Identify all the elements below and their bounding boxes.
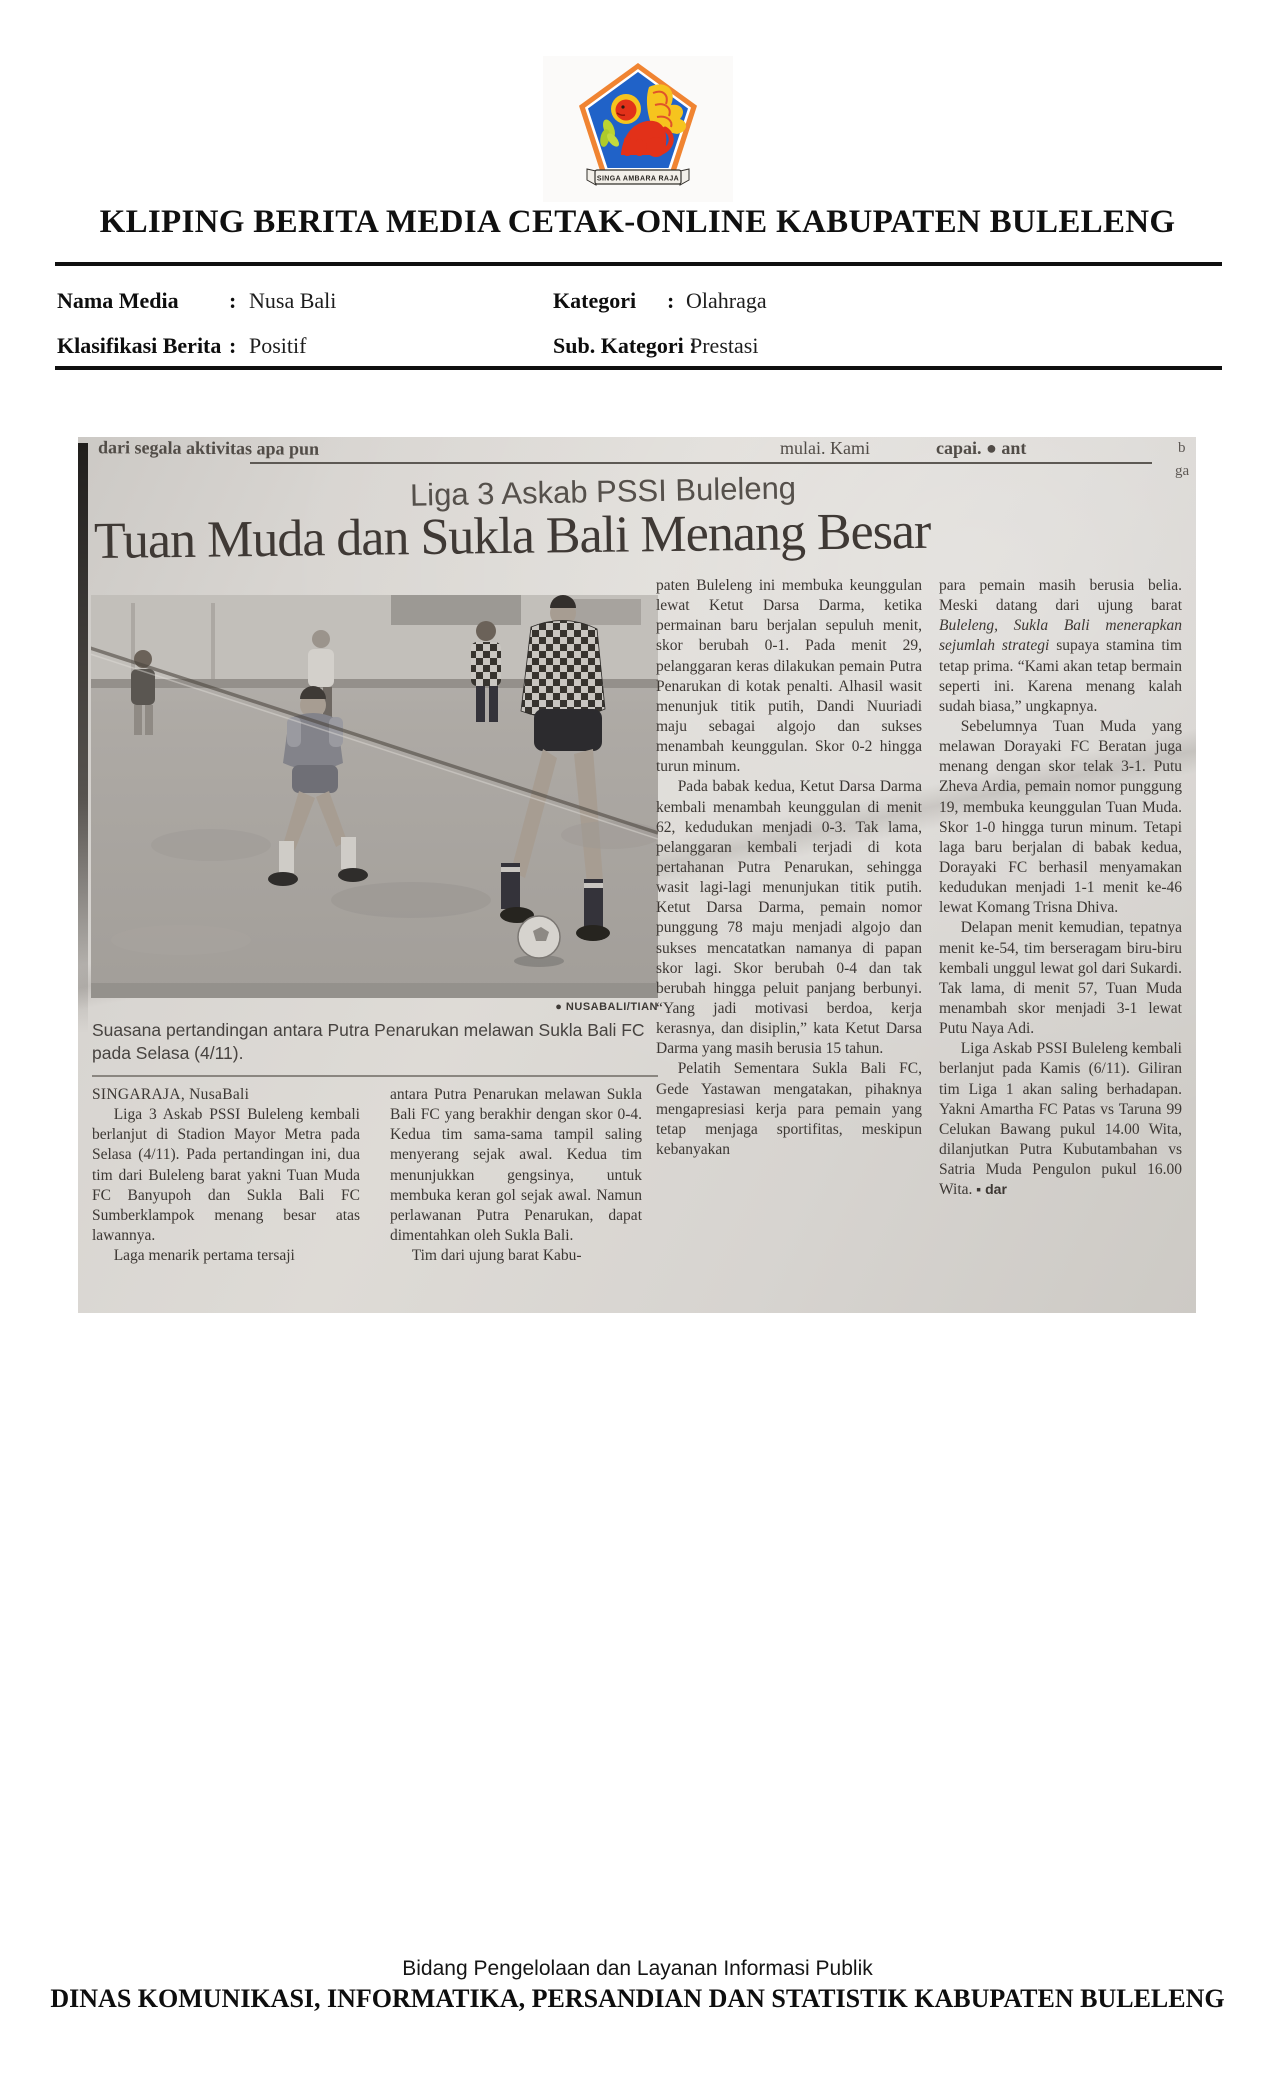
article-paragraph: Pelatih Sementara Sukla Bali FC, Gede Yastawan mengatakan, pihaknya mengapresiasi kerja para pemain yang tetap menjaga sportifitas, meskipun kebanyakan — [656, 1060, 922, 1158]
article-kicker: Liga 3 Askab PSSI Buleleng — [409, 470, 797, 513]
article-paragraph: Delapan menit kemudian, tepatnya menit ke-54, tim berseragam biru-biru kembali unggul lewat gol dari Sukardi. Tak lama, di menit 57, Tuan Muda menambah skor menjadi 3-1 lewat Putu Naya Adi. — [939, 919, 1182, 1038]
cutoff-text-fragment: mulai. Kami — [780, 438, 870, 458]
photo-caption: Suasana pertandingan antara Putra Penarukan melawan Sukla Bali FC pada Selasa (4/11). — [92, 1020, 645, 1064]
paragraph-text: para pemain masih berusia belia. Meski datang dari ujung barat — [939, 577, 1182, 615]
kategori-label: Kategori — [553, 288, 637, 313]
footer-agency-name: DINAS KOMUNIKASI, INFORMATIKA, PERSANDIAN DAN STATISTIK KABUPATEN BULELENG — [50, 1984, 1225, 2013]
sub-kategori-value: Prestasi — [690, 333, 759, 358]
klasifikasi-colon: : — [229, 333, 237, 358]
article-paragraph: antara Putra Penarukan melawan Sukla Bali FC yang berakhir dengan skor 0-4. Kedua tim sama-sama tampil saling menyerang sejak awal. Kedua tim menunjukkan gengsinya, untuk membuka keran gol sejak awal. Namun perlawanan Putra Penarukan, dapat dimentahkan oleh Sukla Bali. — [390, 1086, 642, 1244]
paragraph-text: Liga Askab PSSI Buleleng kembali berlanjut pada Kamis (6/11). Giliran tim Liga 1 akan saling berhadapan. Yakni Amartha FC Patas vs Taruna 99 Celukan Bawang pukul 14.00 Wita, dilanjutkan Putra Kubutambahan vs Satria Muda Pengulon pukul 16.00 Wita. — [939, 1040, 1182, 1199]
buleleng-crest-logo — [543, 56, 733, 202]
header-divider — [55, 262, 1222, 266]
article-dateline: SINGARAJA, NusaBali — [92, 1086, 250, 1103]
cutoff-edge-fragment: b — [1178, 440, 1186, 456]
paragraph-text: supaya stamina tim tetap prima. “Kami akan tetap bermain seperti ini. Karena menang kalah sudah biasa,” ungkapnya. — [939, 637, 1182, 715]
section-rule — [250, 462, 1152, 464]
metadata-divider — [55, 366, 1222, 370]
newspaper-clipping — [78, 437, 1196, 1313]
article-column-1 — [92, 1085, 360, 1307]
article-paragraph: Sebelumnya Tuan Muda yang melawan Dorayaki FC Beratan juga menang dengan skor telak 3-1. Putu Zheva Ardia, pemain nomor punggung 19, membuka keunggulan Tuan Muda. Skor 1-0 hingga turun minum. Tetapi laga baru berjalan di babak kedua, Dorayaki FC berhasil menyamakan kedudukan menjadi 1-1 menit ke-46 lewat Komang Trisna Dhiva. — [939, 717, 1182, 917]
article-paragraph — [939, 1039, 1182, 1200]
klasifikasi-value: Positif — [249, 333, 307, 358]
cutoff-edge-fragment: ga — [1175, 463, 1190, 479]
article-paragraph: Liga 3 Askab PSSI Buleleng kembali berlanjut di Stadion Mayor Metra pada Selasa (4/11). Pada pertandingan ini, dua tim dari Buleleng barat yakni Tuan Muda FC Banyupoh dan Sukla Bali FC Sumberklampok menang besar atas lawannya. — [92, 1106, 360, 1244]
article-paragraph — [939, 576, 1182, 717]
cutoff-text-fragment: capai. ● ant — [936, 438, 1027, 458]
caption-divider — [92, 1075, 658, 1077]
match-photo — [91, 595, 658, 998]
article-column-2 — [390, 1085, 642, 1307]
article-paragraph: Tim dari ujung barat Kabu- — [411, 1247, 582, 1265]
winged-lion-crest-icon — [563, 59, 713, 199]
article-paragraph: Pada babak kedua, Ketut Darsa Darma kembali menambah keunggulan di menit 62, kedudukan menjadi 0-3. Tak lama, pelanggaran kembali terjadi di kota pertahanan Putra Penarukan, sehingga wasit lagi-lagi menunjukan titik putih. Ketut Darsa Darma, pemain nomor punggung 78 maju menjadi algojo dan sukses mencatatkan namanya di papan skor lagi. Skor berubah 0-4 dan tak berubah hingga peluit panjang berbunyi. “Yang jadi motivasi berdoa, kerja kerasnya, dan disiplin,” kata Ketut Darsa Darma yang masih berusia 15 tahun. — [656, 778, 922, 1058]
article-column-3 — [656, 576, 922, 1306]
sub-kategori-label: Sub. Kategori : — [553, 333, 697, 358]
kategori-value: Olahraga — [686, 288, 767, 313]
article-paragraph: paten Buleleng ini membuka keunggulan lewat Ketut Darsa Darma, ketika permainan baru berjalan sepuluh menit, skor berubah 0-1. Pada menit 29, pelanggaran keras dilakukan pemain Putra Penarukan di kotak penalti. Alhasil wasit menunjuk titik putih, Dandi Nuuriadi maju sebagai algojo dan sukses menambah keunggulan. Skor 0-2 hingga turun minum. — [656, 577, 922, 776]
footer-division-name: Bidang Pengelolaan dan Layanan Informasi Publik — [402, 1957, 873, 1980]
article-column-4 — [939, 576, 1182, 1306]
nama-media-colon: : — [229, 288, 237, 313]
kategori-colon: : — [667, 288, 675, 313]
photo-credit: ● NUSABALI/TIAN — [555, 1001, 658, 1013]
page-title: KLIPING BERITA MEDIA CETAK-ONLINE KABUPATEN BULELENG — [99, 204, 1176, 240]
article-paragraph: Laga menarik pertama tersaji — [113, 1247, 295, 1265]
paragraph-text-italic: Buleleng, Sukla Bali menerapkan sejumlah strategi — [939, 617, 1182, 655]
klasifikasi-label: Klasifikasi Berita — [57, 333, 222, 358]
scan-edge-shadow — [78, 443, 88, 1033]
article-headline: Tuan Muda dan Sukla Bali Menang Besar — [93, 502, 931, 570]
cutoff-text-fragment: dari segala aktivitas apa pun — [97, 437, 320, 459]
logo-banner-text: SINGA AMBARA RAJA — [596, 175, 679, 183]
article-end-marker: ▪ dar — [976, 1181, 1007, 1198]
clipped-previous-article-strip — [78, 437, 1196, 464]
nama-media-label: Nama Media — [57, 288, 179, 313]
nama-media-value: Nusa Bali — [249, 288, 337, 313]
